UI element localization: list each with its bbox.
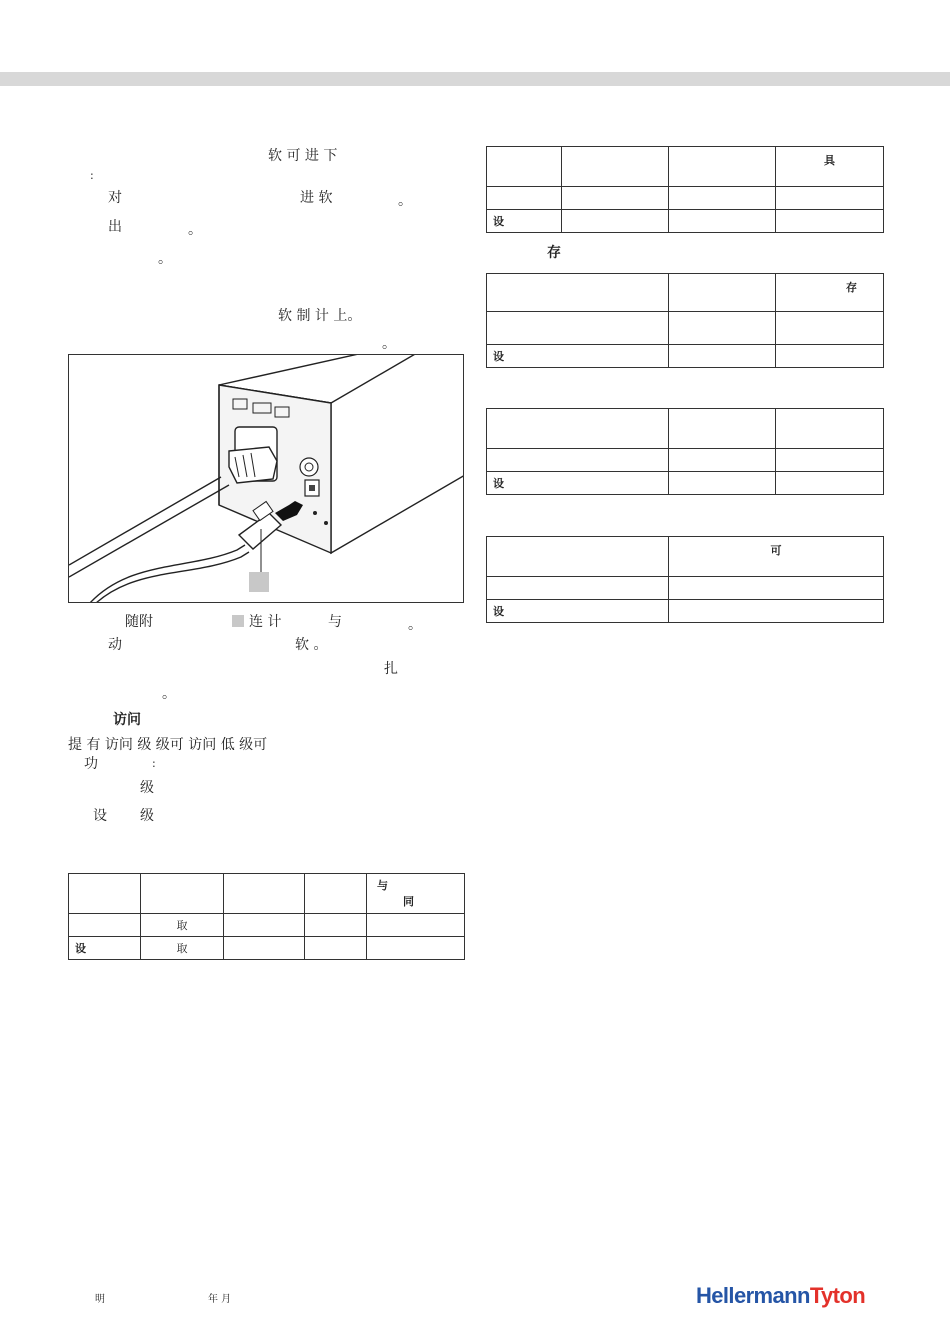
table-cell: [305, 914, 367, 937]
table-cell: [141, 874, 224, 914]
table-cell: [562, 147, 669, 187]
table-cell: [669, 210, 776, 233]
access-option-2-a: 设: [93, 808, 107, 824]
table-cell: [776, 312, 884, 345]
callout-label-box: [249, 572, 269, 592]
access-line-2-b: :: [152, 757, 156, 770]
table-cell: [669, 274, 776, 312]
table-cell: [487, 147, 562, 187]
table-header-cell: 具: [776, 147, 884, 187]
caption-line-4-a: 。: [162, 686, 176, 702]
table-cell: [776, 187, 884, 210]
paragraph-2-line-2: 。: [382, 336, 396, 352]
table-cell: [367, 937, 465, 960]
table-cell: [669, 472, 776, 495]
table-cell: [487, 577, 669, 600]
table-header-text-2: 同: [403, 894, 414, 908]
table-cell: [305, 874, 367, 914]
table-cell: 设: [69, 937, 141, 960]
table-cell: [669, 600, 884, 623]
right-table-2: [486, 273, 884, 368]
table-cell: [776, 472, 884, 495]
table-header-row: [487, 274, 884, 312]
table-cell: [669, 577, 884, 600]
access-line-1: 提 有 访问 级 级可 访问 低 级可: [68, 737, 268, 753]
right-table-3: [486, 408, 884, 495]
list-item-2-a: 出: [108, 219, 122, 235]
caption-line-2-a: 动: [108, 637, 122, 653]
section-2-title: 存: [547, 245, 561, 261]
table-cell: [487, 312, 669, 345]
table-row: [487, 577, 884, 600]
table-cell: [776, 210, 884, 233]
access-option-1: 级: [140, 780, 154, 796]
table-row: [69, 914, 465, 937]
table-cell: [562, 210, 669, 233]
intro-line-2: :: [90, 169, 94, 182]
table-cell: [669, 449, 776, 472]
footer-text-2: 年 月: [208, 1294, 232, 1305]
table-cell: [669, 147, 776, 187]
table-cell: [776, 409, 884, 449]
table-header-cell: [367, 874, 465, 914]
table-cell: [487, 537, 669, 577]
table-header-row: [487, 409, 884, 449]
table-cell: 取: [141, 937, 224, 960]
footer-text-1: 明: [95, 1294, 105, 1305]
table-row: [487, 472, 884, 495]
table-cell: [69, 914, 141, 937]
table-cell: 设: [487, 472, 669, 495]
table-header-cell: 可: [669, 537, 884, 577]
table-cell: [776, 449, 884, 472]
table-cell: [776, 345, 884, 368]
right-table-1: [486, 146, 884, 233]
table-cell: [669, 409, 776, 449]
caption-line-1-c: 与: [328, 614, 342, 630]
paragraph-2-line-1: 软 制 计 上。: [278, 308, 362, 324]
table-header-row: [69, 874, 465, 914]
table-cell: [305, 937, 367, 960]
table-cell: [224, 914, 305, 937]
list-item-1-c: 。: [398, 193, 412, 209]
device-connection-figure: [68, 354, 464, 603]
header-bar: [0, 72, 950, 86]
list-item-1-a: 对: [108, 190, 122, 206]
table-cell: 设: [487, 210, 562, 233]
list-item-3-a: 。: [158, 251, 172, 267]
table-cell: 设: [487, 600, 669, 623]
table-row: [69, 937, 465, 960]
caption-line-3-a: 扎: [384, 661, 398, 677]
caption-line-1-a: 随附: [125, 614, 153, 630]
table-cell: [669, 345, 776, 368]
table-header-row: [487, 537, 884, 577]
table-cell: [487, 187, 562, 210]
table-row: [487, 312, 884, 345]
table-cell: [487, 409, 669, 449]
table-row: [487, 210, 884, 233]
table-cell: [69, 874, 141, 914]
table-cell: 设: [487, 345, 669, 368]
table-cell: [487, 274, 669, 312]
caption-line-1-b: 连 计: [249, 614, 282, 630]
access-line-2-a: 功: [84, 756, 98, 772]
table-cell: [669, 312, 776, 345]
table-cell: [224, 874, 305, 914]
access-level-table: [68, 873, 465, 960]
table-header-text-1: 与: [377, 878, 388, 892]
table-row: [487, 600, 884, 623]
table-cell: [224, 937, 305, 960]
list-item-1-b: 进 软: [300, 190, 333, 206]
table-cell: [562, 187, 669, 210]
caption-label-box: [232, 615, 244, 627]
list-item-2-b: 。: [188, 222, 202, 238]
intro-line-1: 软 可 进 下: [268, 148, 338, 164]
logo-part-2: Tyton: [809, 1283, 866, 1308]
table-cell: [487, 449, 669, 472]
table-cell: [367, 914, 465, 937]
caption-line-2-b: 软 。: [295, 637, 328, 653]
hellermanntyton-logo: [696, 1283, 865, 1309]
table-header-row: [487, 147, 884, 187]
table-row: [487, 187, 884, 210]
device-illustration: [69, 355, 464, 603]
access-option-2-b: 级: [140, 808, 154, 824]
caption-line-1-d: 。: [408, 617, 422, 633]
table-header-cell: 存: [776, 274, 884, 312]
table-row: [487, 345, 884, 368]
logo-part-1: Hellermann: [696, 1283, 810, 1308]
table-cell: [669, 187, 776, 210]
right-table-4: [486, 536, 884, 623]
table-cell: 取: [141, 914, 224, 937]
table-row: [487, 449, 884, 472]
access-heading: 访问: [113, 712, 141, 728]
